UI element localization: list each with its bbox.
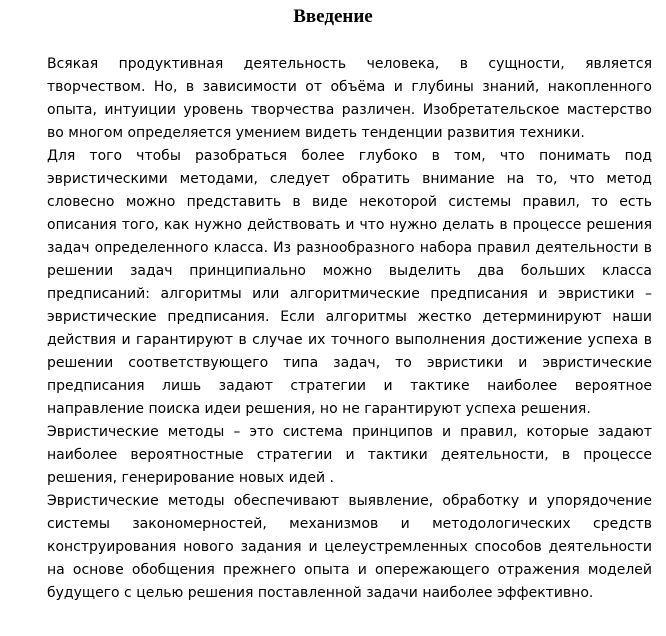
paragraph-4: Эвристические методы обеспечивают выявление, обработку и упорядочение системы закономерностей, механизмов и методологических средств конструирования нового задания и целеустремленных способов деятельности на основе обобщения прежнего опыта и опережающего отражения моделей будущего с целью решения поставленной задачи наиболее эффективно.	[47, 493, 652, 601]
paragraph-1: Всякая продуктивная деятельность человека, в сущности, является творчеством. Но, в зависимости от объёма и глубины знаний, накопленного опыта, интуиции уровень творчества различен. Изобретательское мастерство во многом определяется умением видеть тенденции развития техники.	[47, 56, 652, 141]
document-body	[47, 53, 652, 605]
page-title: Введение	[293, 6, 373, 27]
paragraph-2: Для того чтобы разобраться более глубоко в том, что понимать под эвристическими методами, следует обратить внимание на то, что метод словесно можно представить в виде некоторой системы правил, то есть описания того, как нужно действовать и что нужно делать в процессе решения задач определенного класса. Из разнообразного набора правил деятельности в решении задач принципиально можно выделить два больших класса предписаний: алгоритмы или алгоритмические предписания и эвристики – эвристические предписания. Если алгоритмы жестко детерминируют наши действия и гарантируют в случае их точного выполнения достижение успеха в решении соответствующего типа задач, то эвристики и эвристические предписания лишь задают стратегии и тактике наиболее вероятное направление поиска идеи решения, но не гарантируют успеха решения.	[47, 148, 652, 417]
paragraph-3: Эвристические методы – это система принципов и правил, которые задают наиболее вероятностные стратегии и тактики деятельности, в процессе решения, генерирование новых идей .	[47, 424, 652, 486]
